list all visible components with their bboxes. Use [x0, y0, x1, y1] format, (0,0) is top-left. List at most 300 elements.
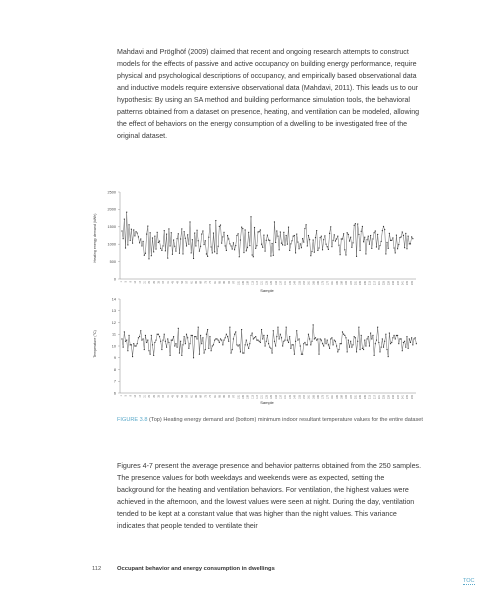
x-tick-label: 69: [199, 280, 203, 284]
data-point: [197, 338, 198, 339]
data-point: [362, 348, 363, 349]
data-point: [344, 335, 345, 336]
x-tick-label: 25: [148, 280, 152, 284]
data-point: [318, 354, 319, 355]
data-point: [194, 233, 195, 234]
data-point: [399, 237, 400, 238]
data-point: [408, 236, 409, 237]
data-point: [157, 334, 158, 335]
data-point: [168, 228, 169, 229]
x-tick-label: 213: [368, 394, 372, 399]
data-point: [158, 242, 159, 243]
y-tick-label: 2000: [107, 207, 116, 212]
data-point: [211, 350, 212, 351]
data-point: [343, 334, 344, 335]
data-point: [354, 225, 355, 226]
data-point: [198, 327, 199, 328]
data-point: [344, 249, 345, 250]
data-point: [286, 327, 287, 328]
data-point: [347, 351, 348, 352]
data-point: [338, 349, 339, 350]
data-point: [307, 245, 308, 246]
data-point: [250, 216, 251, 217]
data-point: [127, 244, 128, 245]
data-point: [286, 235, 287, 236]
data-point: [384, 229, 385, 230]
data-point: [333, 240, 334, 241]
data-point: [386, 242, 387, 243]
data-point: [352, 344, 353, 345]
data-point: [250, 335, 251, 336]
data-point: [341, 343, 342, 344]
data-point: [345, 337, 346, 338]
data-point: [222, 344, 223, 345]
data-point: [287, 340, 288, 341]
data-point: [235, 245, 236, 246]
data-point: [381, 347, 382, 348]
x-tick-label: 93: [227, 281, 231, 284]
data-point: [273, 330, 274, 331]
data-point: [228, 238, 229, 239]
data-point: [181, 228, 182, 229]
data-point: [215, 220, 216, 221]
data-point: [330, 338, 331, 339]
data-point: [161, 349, 162, 350]
x-tick-label: 61: [190, 394, 194, 398]
x-tick-label: 141: [284, 281, 288, 286]
data-point: [179, 253, 180, 254]
data-point: [357, 223, 358, 224]
data-point: [371, 248, 372, 249]
data-point: [386, 349, 387, 350]
data-point: [369, 345, 370, 346]
data-point: [155, 249, 156, 250]
data-point: [189, 343, 190, 344]
data-point: [368, 336, 369, 337]
data-point: [274, 341, 275, 342]
data-point: [134, 345, 135, 346]
data-point: [227, 336, 228, 337]
x-tick-label: 9: [129, 394, 133, 397]
data-point: [199, 354, 200, 355]
data-point: [350, 341, 351, 342]
data-point: [308, 334, 309, 335]
x-tick-label: 237: [396, 281, 400, 286]
x-tick-label: 105: [241, 281, 245, 286]
y-tick-label: 8: [113, 367, 116, 372]
data-point: [397, 335, 398, 336]
data-point: [335, 241, 336, 242]
data-point: [289, 250, 290, 251]
data-point: [158, 334, 159, 335]
x-tick-label: 213: [368, 280, 372, 285]
x-tick-label: 153: [298, 395, 302, 400]
data-point: [136, 345, 137, 346]
data-point: [316, 340, 317, 341]
data-point: [309, 239, 310, 240]
x-tick-label: 85: [218, 281, 222, 284]
y-tick-label: 1000: [107, 242, 116, 247]
data-point: [148, 350, 149, 351]
data-point: [409, 243, 410, 244]
data-point: [392, 337, 393, 338]
data-point: [277, 327, 278, 328]
data-point: [192, 239, 193, 240]
x-tick-label: 173: [321, 280, 325, 285]
data-point: [161, 250, 162, 251]
data-point: [194, 336, 195, 337]
data-point: [180, 341, 181, 342]
data-point: [390, 240, 391, 241]
data-point: [327, 246, 328, 247]
data-point: [320, 237, 321, 238]
data-point: [241, 329, 242, 330]
data-point: [307, 344, 308, 345]
data-point: [131, 344, 132, 345]
x-tick-label: 41: [166, 395, 170, 398]
x-tick-label: 229: [387, 280, 391, 285]
data-point: [236, 235, 237, 236]
data-point: [140, 330, 141, 331]
data-point: [143, 338, 144, 339]
data-point: [336, 345, 337, 346]
x-tick-label: 37: [162, 395, 166, 398]
data-point: [205, 240, 206, 241]
data-point: [233, 338, 234, 339]
data-point: [279, 249, 280, 250]
data-point: [219, 226, 220, 227]
data-point: [133, 343, 134, 344]
x-tick-label: 145: [288, 395, 292, 400]
x-tick-label: 197: [349, 395, 353, 400]
data-point: [145, 335, 146, 336]
data-point: [391, 240, 392, 241]
x-tick-label: 89: [223, 281, 227, 284]
data-point: [267, 235, 268, 236]
y-tick-label: 9: [113, 356, 116, 361]
data-point: [212, 252, 213, 253]
x-tick-label: 245: [406, 281, 410, 286]
data-point: [410, 243, 411, 244]
data-point: [205, 349, 206, 350]
data-point: [150, 232, 151, 233]
data-point: [383, 347, 384, 348]
data-point: [392, 237, 393, 238]
data-point: [313, 324, 314, 325]
x-tick-label: 101: [237, 281, 241, 286]
x-tick-label: 29: [152, 281, 156, 284]
data-point: [295, 252, 296, 253]
data-point: [276, 336, 277, 337]
data-point: [191, 335, 192, 336]
data-point: [248, 348, 249, 349]
data-point: [311, 341, 312, 342]
data-point: [201, 343, 202, 344]
data-point: [204, 244, 205, 245]
data-point: [405, 233, 406, 234]
x-tick-label: 85: [218, 395, 222, 398]
data-point: [182, 344, 183, 345]
data-point: [257, 340, 258, 341]
data-point: [262, 247, 263, 248]
caption-text: (Top) Heating energy demand and (bottom) minimum indoor resultant temperature values for the entire dataset: [149, 417, 423, 423]
data-point: [288, 342, 289, 343]
data-point: [267, 335, 268, 336]
x-tick-label: 157: [302, 281, 306, 286]
data-point: [358, 327, 359, 328]
data-point: [362, 226, 363, 227]
data-point: [329, 233, 330, 234]
data-point: [243, 353, 244, 354]
data-point: [229, 327, 230, 328]
x-tick-label: 125: [265, 280, 269, 285]
data-point: [177, 347, 178, 348]
x-tick-label: 1: [120, 281, 123, 283]
data-point: [389, 333, 390, 334]
data-point: [213, 233, 214, 234]
data-point: [349, 241, 350, 242]
x-tick-label: 217: [373, 394, 377, 399]
data-point: [261, 244, 262, 245]
data-point: [260, 229, 261, 230]
data-point: [226, 250, 227, 251]
data-point: [364, 340, 365, 341]
data-point: [246, 340, 247, 341]
x-tick-label: 249: [410, 281, 414, 286]
data-point: [254, 227, 255, 228]
data-point: [376, 340, 377, 341]
data-point: [252, 254, 253, 255]
x-tick-label: 221: [377, 280, 381, 285]
x-tick-label: 193: [345, 395, 349, 400]
data-point: [351, 247, 352, 248]
data-point: [270, 255, 271, 256]
data-point: [331, 337, 332, 338]
data-point: [354, 336, 355, 337]
data-point: [374, 355, 375, 356]
data-point: [165, 341, 166, 342]
x-tick-label: 161: [307, 280, 311, 285]
toc-link[interactable]: TOC: [463, 578, 475, 584]
data-point: [155, 340, 156, 341]
data-point: [395, 338, 396, 339]
y-tick-label: 14: [111, 297, 116, 302]
data-point: [132, 243, 133, 244]
x-tick-label: 21: [143, 394, 147, 398]
data-point: [310, 344, 311, 345]
x-tick-label: 53: [180, 281, 184, 284]
data-point: [173, 336, 174, 337]
data-point: [401, 338, 402, 339]
data-point: [141, 245, 142, 246]
data-point: [301, 247, 302, 248]
data-point: [164, 334, 165, 335]
data-point: [232, 249, 233, 250]
data-point: [385, 253, 386, 254]
data-point: [356, 256, 357, 257]
x-tick-label: 73: [204, 280, 208, 284]
x-tick-label: 133: [274, 281, 278, 286]
x-tick-label: 93: [227, 395, 231, 398]
x-tick-label: 13: [134, 394, 138, 398]
data-point: [252, 333, 253, 334]
x-tick-label: 157: [302, 395, 306, 400]
data-point: [154, 236, 155, 237]
data-point: [184, 231, 185, 232]
data-point: [367, 239, 368, 240]
data-point: [200, 335, 201, 336]
data-point: [199, 251, 200, 252]
data-point: [215, 338, 216, 339]
data-point: [128, 224, 129, 225]
data-point: [303, 242, 304, 243]
data-point: [140, 238, 141, 239]
data-point: [333, 344, 334, 345]
data-point: [246, 250, 247, 251]
data-point: [304, 342, 305, 343]
x-tick-label: 149: [293, 281, 297, 286]
x-tick-label: 165: [312, 280, 316, 285]
data-point: [193, 357, 194, 358]
x-tick-label: 53: [180, 395, 184, 398]
x-tick-label: 97: [232, 281, 236, 284]
data-point: [338, 245, 339, 246]
data-point: [221, 243, 222, 244]
data-point: [241, 227, 242, 228]
data-point: [269, 347, 270, 348]
x-tick-label: 17: [138, 394, 142, 398]
x-tick-label: 61: [190, 280, 194, 284]
data-point: [242, 353, 243, 354]
data-point: [216, 253, 217, 254]
data-point: [206, 334, 207, 335]
data-point: [175, 251, 176, 252]
data-point: [253, 338, 254, 339]
x-tick-label: 177: [326, 394, 330, 399]
data-point: [378, 342, 379, 343]
x-tick-label: 245: [406, 395, 410, 400]
x-tick-label: 201: [354, 281, 358, 286]
data-point: [368, 236, 369, 237]
data-point: [369, 244, 370, 245]
x-tick-label: 185: [335, 395, 339, 400]
data-point: [220, 225, 221, 226]
x-tick-label: 221: [377, 394, 381, 399]
x-tick-label: 113: [251, 394, 255, 399]
data-point: [239, 344, 240, 345]
data-point: [172, 340, 173, 341]
data-point: [394, 335, 395, 336]
data-point: [310, 255, 311, 256]
data-point: [294, 235, 295, 236]
data-point: [314, 252, 315, 253]
data-point: [303, 343, 304, 344]
data-point: [174, 246, 175, 247]
data-point: [270, 348, 271, 349]
data-point: [136, 231, 137, 232]
data-point: [294, 354, 295, 355]
data-point: [225, 245, 226, 246]
body-paragraph-1: Mahdavi and Pröglhöf (2009) claimed that recent and ongoing research attempts to construct models for the effects of passive and active occupancy on building energy performance, require physical and psychological descriptions of occupancy, and empirically based observational data and inductive models require extensive observational data (Mahdavi, 2011). This leads us to our hypothesis: By using an SA method and building performance simulation tools, the behavioral patterns obtained from a dataset on presence, heating, and ventilation can be modeled, allowing the effect of behaviors on the energy consumption of a dwelling to be investigated free of the original dataset.: [117, 48, 420, 140]
data-point: [388, 356, 389, 357]
data-point: [177, 238, 178, 239]
data-point: [370, 235, 371, 236]
x-tick-label: 237: [396, 395, 400, 400]
data-point: [311, 251, 312, 252]
data-point: [330, 226, 331, 227]
data-point: [188, 244, 189, 245]
data-point: [214, 340, 215, 341]
data-point: [153, 251, 154, 252]
data-point: [283, 232, 284, 233]
data-point: [272, 243, 273, 244]
data-point: [376, 246, 377, 247]
data-point: [218, 246, 219, 247]
data-point: [300, 345, 301, 346]
x-tick-label: 241: [401, 281, 405, 286]
data-point: [189, 221, 190, 222]
data-point: [242, 228, 243, 229]
data-point: [365, 253, 366, 254]
data-point: [245, 229, 246, 230]
x-tick-label: 117: [256, 280, 260, 285]
data-point: [202, 230, 203, 231]
x-tick-label: 205: [359, 395, 363, 400]
data-point: [348, 340, 349, 341]
data-point: [273, 255, 274, 256]
data-point: [206, 253, 207, 254]
data-point: [374, 232, 375, 233]
data-point: [234, 249, 235, 250]
x-tick-label: 169: [317, 280, 321, 285]
data-point: [233, 242, 234, 243]
data-point: [235, 331, 236, 332]
data-point: [268, 343, 269, 344]
data-point: [408, 348, 409, 349]
x-tick-label: 217: [373, 280, 377, 285]
data-point: [275, 345, 276, 346]
x-tick-label: 5: [124, 280, 128, 283]
x-tick-label: 201: [354, 395, 358, 400]
y-tick-label: 13: [111, 309, 116, 314]
x-tick-label: 141: [284, 395, 288, 400]
data-point: [406, 248, 407, 249]
data-point: [247, 247, 248, 248]
x-tick-label: 161: [307, 394, 311, 399]
data-point: [125, 341, 126, 342]
data-point: [280, 231, 281, 232]
data-point: [165, 250, 166, 251]
data-point: [157, 232, 158, 233]
x-tick-label: 185: [335, 281, 339, 286]
x-tick-label: 225: [382, 280, 386, 285]
data-point: [372, 335, 373, 336]
x-tick-label: 77: [209, 280, 213, 284]
data-point: [170, 355, 171, 356]
data-point: [187, 234, 188, 235]
y-axis-label: Heating energy demand (kWh): [93, 213, 97, 263]
data-point: [123, 238, 124, 239]
data-point: [304, 228, 305, 229]
x-tick-label: 181: [331, 394, 335, 399]
data-point: [197, 230, 198, 231]
data-point: [222, 236, 223, 237]
data-point: [318, 247, 319, 248]
data-point: [302, 238, 303, 239]
data-point: [229, 243, 230, 244]
data-point: [296, 234, 297, 235]
data-point: [316, 230, 317, 231]
